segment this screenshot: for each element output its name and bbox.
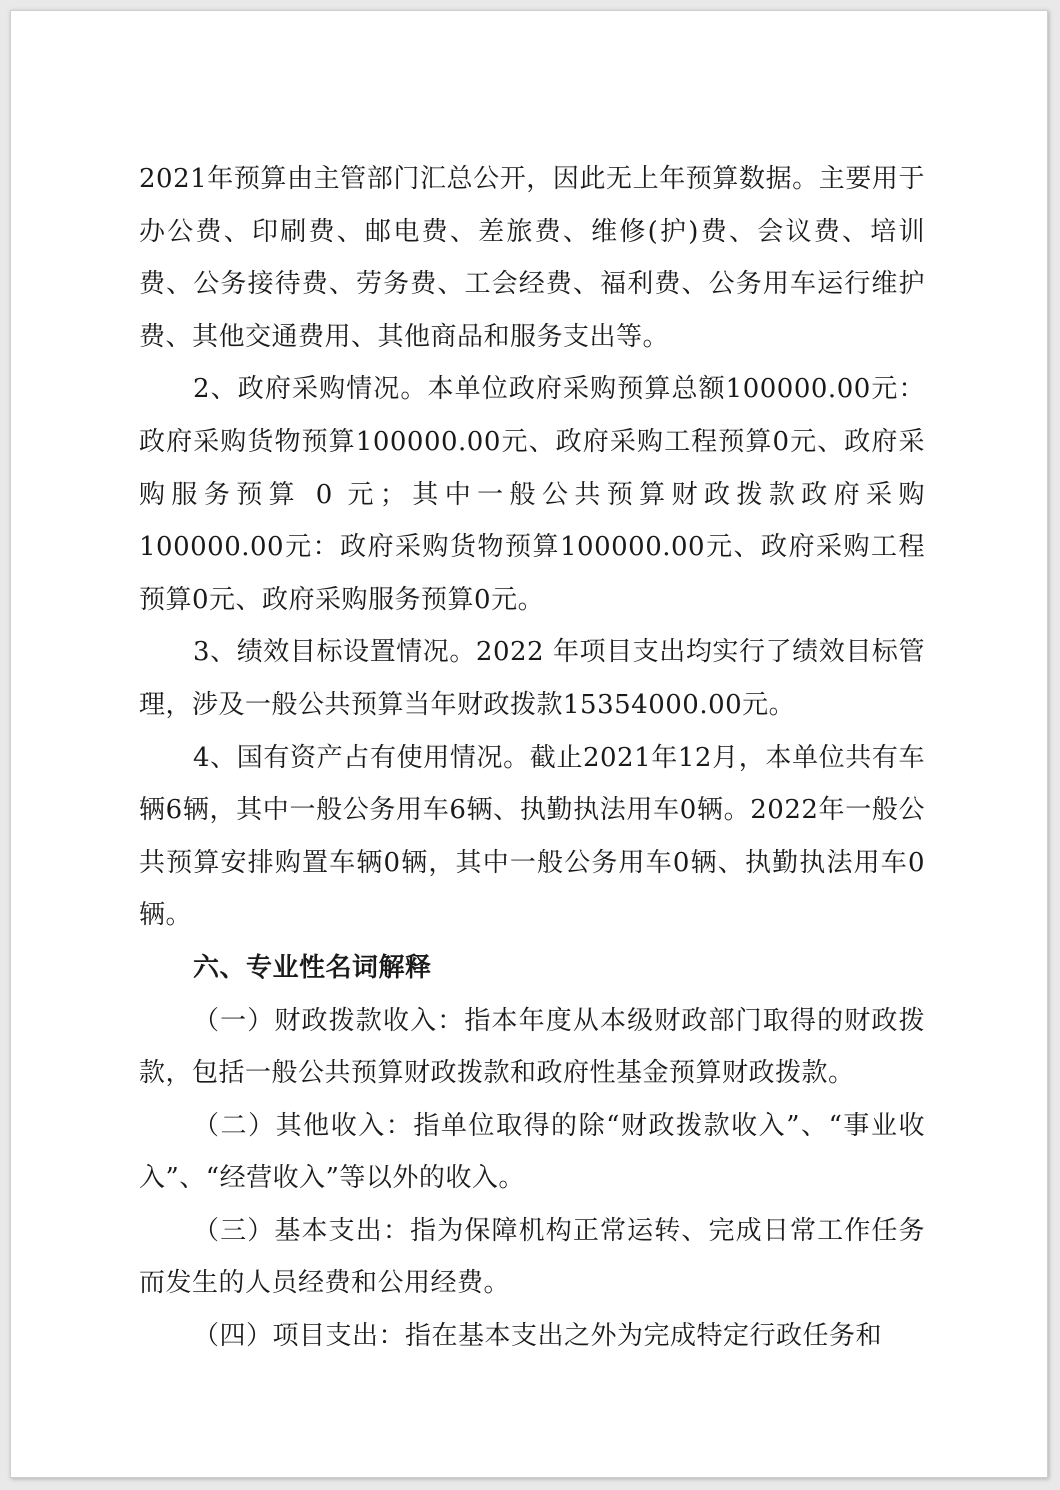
document-page — [10, 10, 1048, 1478]
section-heading-terminology: 六、专业性名词解释 — [193, 952, 432, 983]
definition-basic-expenditure: （三）基本支出：指为保障机构正常运转、完成日常工作任务而发生的人员经费和公用经费。 — [139, 1215, 925, 1299]
paragraph-performance-targets: 3、绩效目标设置情况。2022 年项目支出均实行了绩效目标管理，涉及一般公共预算当年财政拨款15354000.00元。 — [139, 637, 925, 720]
document-body — [139, 153, 925, 1363]
paragraph-state-assets: 4、国有资产占有使用情况。截止2021年12月，本单位共有车辆6辆，其中一般公务用车6辆、执勤执法用车0辆。2022年一般公共预算安排购置车辆0辆，其中一般公务用车0辆、执勤执法用车0辆。 — [139, 742, 925, 931]
paragraph-budget-continuation: 2021年预算由主管部门汇总公开，因此无上年预算数据。主要用于办公费、印刷费、邮电费、差旅费、维修(护)费、会议费、培训费、公务接待费、劳务费、工会经费、福利费、公务用车运行维护费、其他交通费用、其他商品和服务支出等。 — [139, 164, 925, 352]
paragraph-government-procurement: 2、政府采购情况。本单位政府采购预算总额100000.00元：政府采购货物预算100000.00元、政府采购工程预算0元、政府采购服务预算 0 元；其中一般公共预算财政拨款政府采购100000.00元：政府采购货物预算100000.00元、政府采购工程预算0元、政府采购服务预算0元。 — [139, 374, 925, 615]
definition-fiscal-appropriation-income: （一）财政拨款收入：指本年度从本级财政部门取得的财政拨款，包括一般公共预算财政拨款和政府性基金预算财政拨款。 — [139, 1005, 925, 1089]
definition-other-income: （二）其他收入：指单位取得的除“财政拨款收入”、“事业收入”、“经营收入”等以外的收入。 — [139, 1110, 925, 1194]
definition-project-expenditure: （四）项目支出：指在基本支出之外为完成特定行政任务和 — [193, 1321, 883, 1352]
